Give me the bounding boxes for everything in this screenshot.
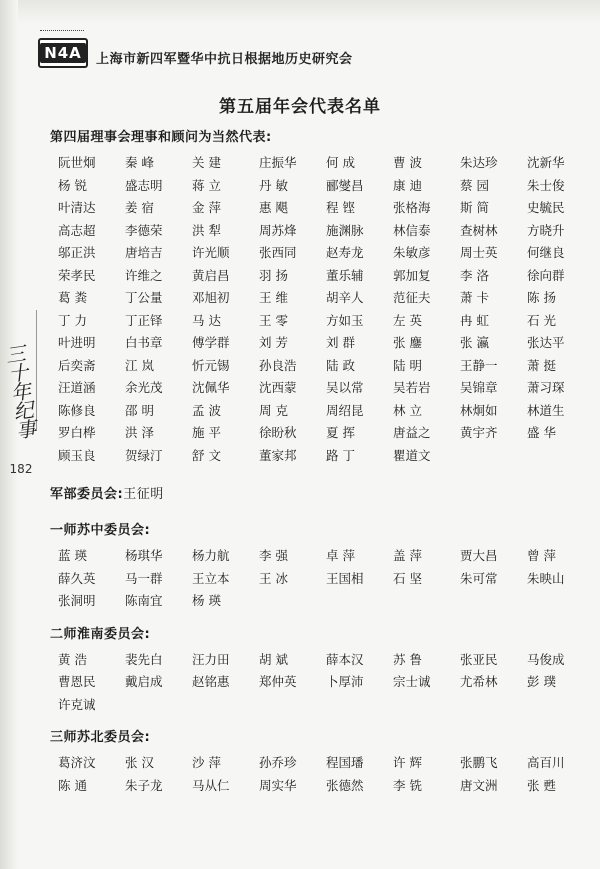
delegate-name: 张洞明 <box>58 593 96 608</box>
delegate-name: 高志超 <box>58 222 96 238</box>
delegate-name: 许克诚 <box>58 696 96 712</box>
delegate-name: 张 鏖 <box>393 335 422 350</box>
delegate-name: 唐培吉 <box>125 245 163 260</box>
section-title: 二师淮南委员会: <box>50 626 151 642</box>
delegate-name: 卓 萍 <box>326 548 355 563</box>
delegate-name: 查树林 <box>460 222 498 238</box>
delegate-name: 李德荣 <box>125 222 163 238</box>
delegate-name: 张 甦 <box>527 777 556 793</box>
book-title-calligraphy: 三十年纪事 <box>4 341 38 443</box>
delegate-name: 秦 峰 <box>125 155 154 170</box>
delegate-name: 朱敏彦 <box>393 245 431 260</box>
delegate-name: 沈西蒙 <box>259 380 297 395</box>
delegate-name: 范征夫 <box>393 290 431 305</box>
delegate-name: 王 冰 <box>259 570 288 586</box>
delegate-name: 羽 扬 <box>259 267 288 283</box>
delegate-name: 沈新华 <box>527 155 565 170</box>
delegate-name: 王国相 <box>326 570 364 586</box>
delegate-name: 陆 政 <box>326 357 355 373</box>
delegate-name: 徐盼秋 <box>259 425 297 440</box>
delegate-name: 陈南宜 <box>125 593 163 608</box>
page-top-shadow <box>0 0 600 24</box>
logo-text: N4A <box>40 43 86 63</box>
section-title-text: 军部委员会: <box>50 487 124 502</box>
name-grid <box>58 752 590 797</box>
delegate-name: 郭加复 <box>393 267 431 283</box>
delegate-name: 徐向群 <box>527 267 565 283</box>
delegate-name: 陈 通 <box>58 777 87 793</box>
delegate-name: 薛本汉 <box>326 651 364 667</box>
delegate-name: 瞿道文 <box>393 447 431 463</box>
delegate-name: 黄宇齐 <box>460 425 498 440</box>
inline-name: 王征明 <box>123 487 164 502</box>
delegate-name: 阮世炯 <box>58 155 96 170</box>
delegate-name: 杨琪华 <box>125 548 163 563</box>
delegate-name: 盖 萍 <box>393 548 422 563</box>
delegate-name: 康 迪 <box>393 177 422 193</box>
page-number: 182 <box>9 462 33 476</box>
delegate-name: 蓝 瑛 <box>58 548 87 563</box>
delegate-name: 邵 明 <box>125 402 154 418</box>
delegate-name: 孙乔珍 <box>259 755 297 770</box>
delegate-name: 程 铿 <box>326 200 355 215</box>
delegate-name: 周绍昆 <box>326 402 364 418</box>
delegate-name: 林信泰 <box>393 222 431 238</box>
delegate-name: 李 强 <box>259 548 288 563</box>
delegate-name: 何继良 <box>527 245 565 260</box>
delegate-name: 杨 瑛 <box>192 593 221 608</box>
delegate-name: 叶进明 <box>58 335 96 350</box>
delegate-name: 王 零 <box>259 312 288 328</box>
delegate-name: 史毓民 <box>527 200 565 215</box>
delegate-name: 马从仁 <box>192 777 230 793</box>
organization-name: 上海市新四军暨华中抗日根据地历史研究会 <box>96 52 353 67</box>
delegate-name: 沙 萍 <box>192 755 221 770</box>
delegate-name: 荣孝民 <box>58 267 96 283</box>
delegate-name: 丁 力 <box>58 312 87 328</box>
delegate-name: 裴先白 <box>125 651 163 667</box>
delegate-name: 萧 卡 <box>460 290 489 305</box>
logo-dotted-line <box>40 30 84 37</box>
delegate-name: 邬正洪 <box>58 245 96 260</box>
delegate-name: 苏 鲁 <box>393 651 422 667</box>
delegate-name: 石 光 <box>527 312 556 328</box>
delegate-name: 关 建 <box>192 155 221 170</box>
delegate-name: 林道生 <box>527 402 565 418</box>
delegate-name: 陆 明 <box>393 357 422 373</box>
delegate-name: 许维之 <box>125 267 163 283</box>
delegate-name: 夏 挥 <box>326 425 355 440</box>
delegate-list <box>50 128 590 797</box>
delegate-name: 刘 芳 <box>259 335 288 350</box>
delegate-name: 贾大昌 <box>460 548 498 563</box>
name-grid <box>58 152 590 467</box>
delegate-name: 张达平 <box>527 335 565 350</box>
delegate-name: 陈修良 <box>58 402 96 418</box>
delegate-name: 张亚民 <box>460 651 498 667</box>
delegate-name: 马一群 <box>125 570 163 586</box>
delegate-name: 方如玉 <box>326 312 364 328</box>
delegate-name: 路 丁 <box>326 447 355 463</box>
delegate-name: 胡 斌 <box>259 651 288 667</box>
delegate-name: 唐文洲 <box>460 777 498 793</box>
delegate-name: 斯 简 <box>460 200 489 215</box>
delegate-name: 丹 敏 <box>259 177 288 193</box>
delegate-name: 余光茂 <box>125 380 163 395</box>
delegate-name: 李 铣 <box>393 777 422 793</box>
delegate-name: 朱达珍 <box>460 155 498 170</box>
delegate-name: 黄启昌 <box>192 267 230 283</box>
delegate-name: 林炯如 <box>460 402 498 418</box>
page-title: 第五届年会代表名单 <box>219 97 381 117</box>
delegate-name: 张 汉 <box>125 755 154 770</box>
delegate-name: 何 成 <box>326 155 355 170</box>
delegate-name: 林 立 <box>393 402 422 418</box>
delegate-name: 吴锦章 <box>460 380 498 395</box>
delegate-name: 周士英 <box>460 245 498 260</box>
delegate-name: 丁正铎 <box>125 312 163 328</box>
delegate-name: 王 维 <box>259 290 288 305</box>
delegate-name: 董家邦 <box>259 447 297 463</box>
section-title: 第四届理事会理事和顾问为当然代表: <box>50 130 272 145</box>
section-title: 一师苏中委员会: <box>50 523 151 538</box>
delegate-name: 宗士诚 <box>393 674 431 689</box>
delegate-name: 刘 群 <box>326 335 355 350</box>
delegate-name: 郑仲英 <box>259 674 297 689</box>
delegate-name: 惠 飓 <box>259 200 288 215</box>
delegate-name: 许 辉 <box>393 755 422 770</box>
delegate-name: 舒 文 <box>192 447 221 463</box>
delegate-name: 杨 锐 <box>58 177 87 193</box>
delegate-name: 胡辛人 <box>326 290 364 305</box>
delegate-name: 曹恩民 <box>58 674 96 689</box>
delegate-name: 吴以常 <box>326 380 364 395</box>
delegate-name: 汪道涵 <box>58 380 96 395</box>
delegate-name: 李 洛 <box>460 267 489 283</box>
delegate-name: 周 克 <box>259 402 288 418</box>
delegate-name: 蒋 立 <box>192 177 221 193</box>
delegate-name: 石 坚 <box>393 570 422 586</box>
delegate-name: 洪 犁 <box>192 222 221 238</box>
delegate-name: 陈 扬 <box>527 290 556 305</box>
delegate-name: 孟 波 <box>192 402 221 418</box>
delegate-name: 张德然 <box>326 777 364 793</box>
delegate-name: 戴启成 <box>125 674 163 689</box>
delegate-name: 冉 虹 <box>460 312 489 328</box>
name-grid <box>58 649 590 717</box>
delegate-name: 王立本 <box>192 570 230 586</box>
delegate-name: 施 平 <box>192 425 221 440</box>
delegate-name: 赵铭惠 <box>192 674 230 689</box>
delegate-name: 张格海 <box>393 200 431 215</box>
delegate-name: 后奕斋 <box>58 357 96 373</box>
delegate-name: 葛 粪 <box>58 290 87 305</box>
delegate-name: 郦燮昌 <box>326 177 364 193</box>
delegate-name: 周苏烽 <box>259 222 297 238</box>
delegate-name: 萧习琛 <box>527 380 565 395</box>
delegate-name: 董乐辅 <box>326 267 364 283</box>
delegate-name: 施渊脉 <box>326 222 364 238</box>
delegate-name: 杨力航 <box>192 548 230 563</box>
delegate-name: 尤希林 <box>460 674 498 689</box>
side-margin <box>4 341 38 476</box>
delegate-name: 沈佩华 <box>192 380 230 395</box>
delegate-name: 忻元锡 <box>192 357 230 373</box>
delegate-name: 盛志明 <box>125 177 163 193</box>
delegate-name: 丁公量 <box>125 290 163 305</box>
delegate-name: 孙良浩 <box>259 357 297 373</box>
delegate-name: 朱映山 <box>527 570 565 586</box>
delegate-name: 马 达 <box>192 312 221 328</box>
delegate-name: 萧 挺 <box>527 357 556 373</box>
delegate-name: 黄 浩 <box>58 651 87 667</box>
delegate-name: 罗白桦 <box>58 425 96 440</box>
delegate-name: 卜厚沛 <box>326 674 364 689</box>
delegate-name: 周实华 <box>259 777 297 793</box>
delegate-name: 金 萍 <box>192 200 221 215</box>
delegate-name: 姜 宿 <box>125 200 154 215</box>
delegate-name: 蔡 园 <box>460 177 489 193</box>
delegate-name: 马俊成 <box>527 651 565 667</box>
delegate-name: 葛济汶 <box>58 755 96 770</box>
n4a-logo <box>38 38 88 68</box>
delegate-name: 庄振华 <box>259 155 297 170</box>
section-title <box>50 485 590 505</box>
delegate-name: 汪力田 <box>192 651 230 667</box>
section-title: 三师苏北委员会: <box>50 730 151 745</box>
delegate-name: 高百川 <box>527 755 565 770</box>
delegate-name: 洪 泽 <box>125 425 154 440</box>
delegate-name: 赵寿龙 <box>326 245 364 260</box>
delegate-name: 张 瀛 <box>460 335 489 350</box>
delegate-name: 朱子龙 <box>125 777 163 793</box>
delegate-name: 邓旭初 <box>192 290 230 305</box>
delegate-name: 曹 波 <box>393 155 422 170</box>
delegate-name: 张西同 <box>259 245 297 260</box>
delegate-name: 张鹏飞 <box>460 755 498 770</box>
delegate-name: 方晓升 <box>527 222 565 238</box>
delegate-name: 白书章 <box>125 335 163 350</box>
delegate-name: 江 岚 <box>125 357 154 373</box>
delegate-name: 许光顺 <box>192 245 230 260</box>
delegate-name: 朱士俊 <box>527 177 565 193</box>
delegate-name: 顾玉良 <box>58 447 96 463</box>
delegate-name: 贺绿汀 <box>125 447 163 463</box>
delegate-name: 唐益之 <box>393 425 431 440</box>
name-grid <box>58 545 590 613</box>
delegate-name: 曾 萍 <box>527 548 556 563</box>
delegate-name: 盛 华 <box>527 425 556 440</box>
delegate-name: 王静一 <box>460 357 498 373</box>
delegate-name: 薛久英 <box>58 570 96 586</box>
delegate-name: 朱可常 <box>460 570 498 586</box>
delegate-name: 程国璠 <box>326 755 364 770</box>
delegate-name: 叶清达 <box>58 200 96 215</box>
delegate-name: 傅学群 <box>192 335 230 350</box>
delegate-name: 吴若岩 <box>393 380 431 395</box>
delegate-name: 左 英 <box>393 312 422 328</box>
delegate-name: 彭 璞 <box>527 674 556 689</box>
